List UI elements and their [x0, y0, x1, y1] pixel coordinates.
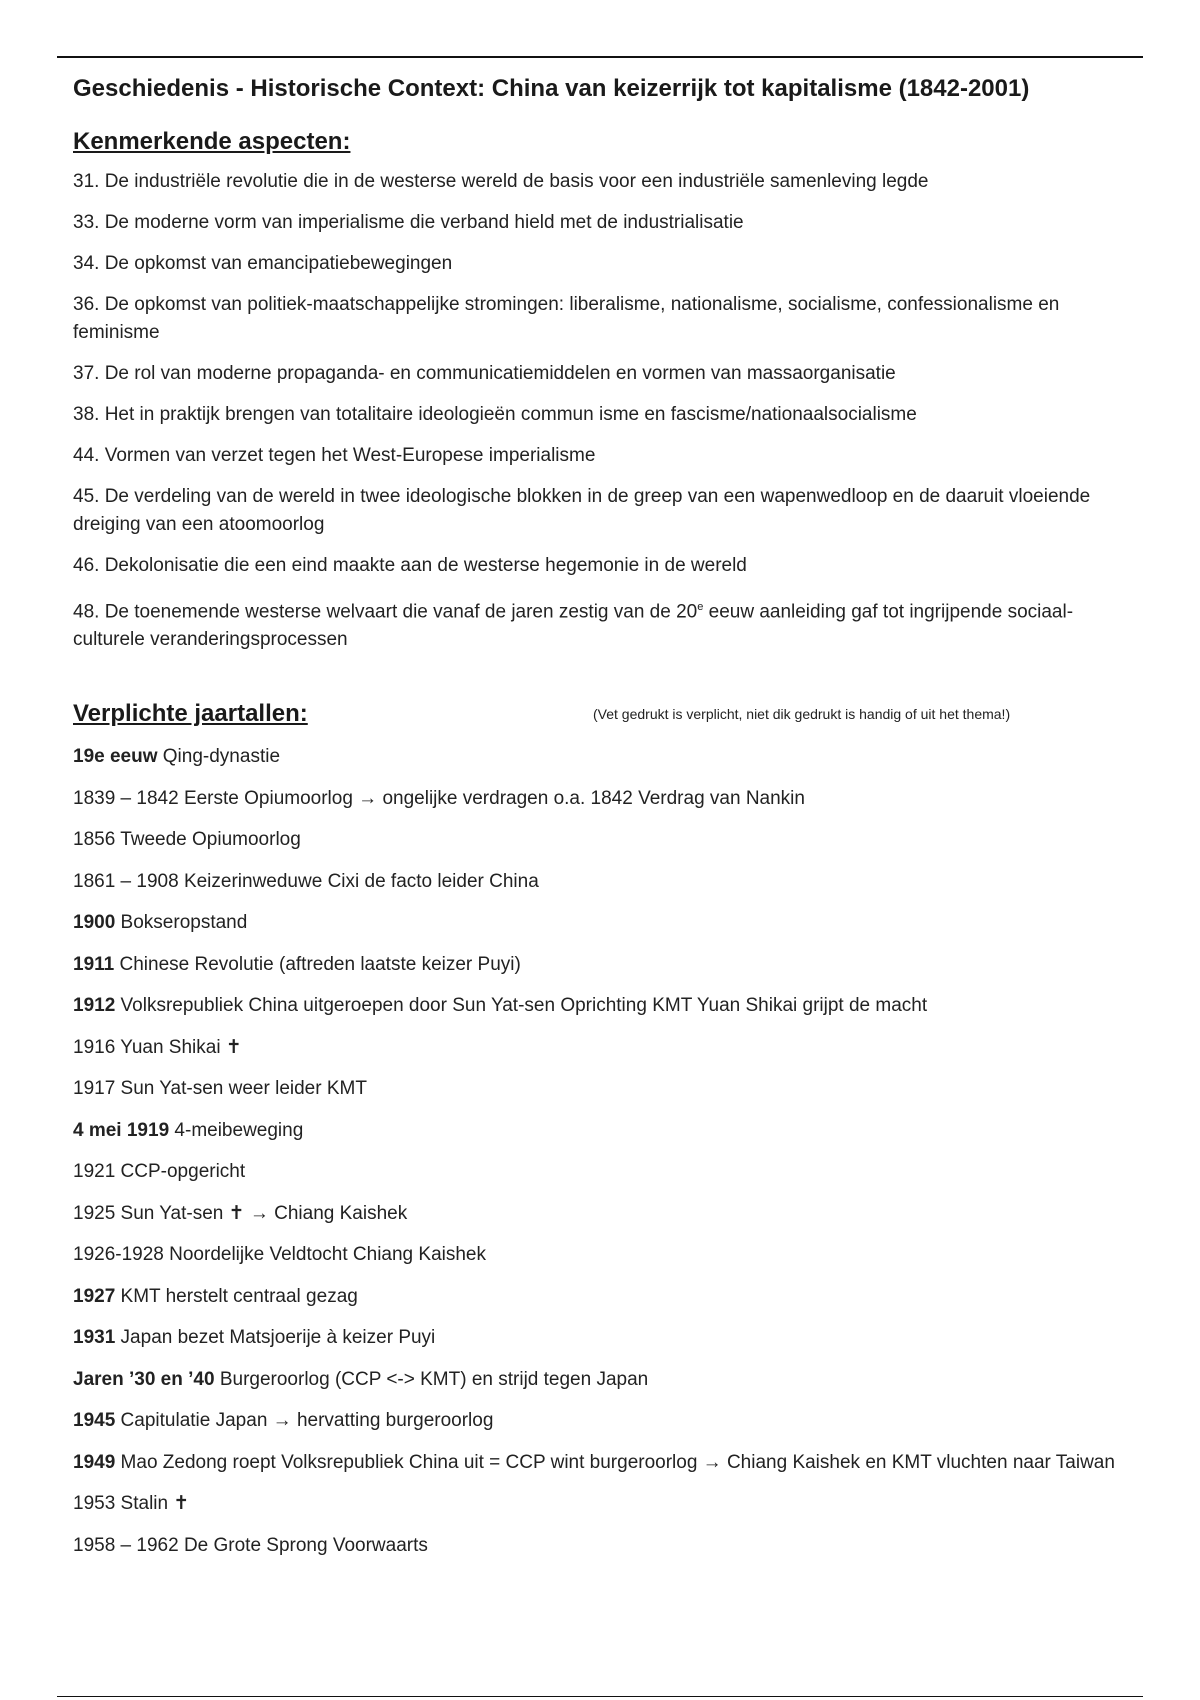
year-item: [73, 785, 1133, 813]
year-item: [73, 1117, 1133, 1145]
year-text: Qing-dynastie: [157, 746, 281, 768]
document-title: Geschiedenis - Historische Context: China van keizerrijk tot kapitalisme (1842-2001): [73, 75, 1030, 102]
year-bold: 1900: [73, 912, 116, 934]
aspect-item-48: [73, 593, 1133, 654]
aspect-item: 46. Dekolonisatie die een eind maakte aan de westerse hegemonie in de wereld: [73, 555, 747, 576]
year-text: 1839 – 1842 Eerste Opiumoorlog → ongelijke verdragen o.a. 1842 Verdrag van Nankin: [73, 787, 805, 809]
year-item: [73, 868, 1133, 896]
year-text: Capitulatie Japan → hervatting burgeroorlog: [115, 1410, 494, 1432]
year-text: 1856 Tweede Opiumoorlog: [73, 829, 301, 851]
aspect-item: 38. Het in praktijk brengen van totalitaire ideologieën commun isme en fascisme/nationaalsocialisme: [73, 404, 917, 425]
years-heading: Verplichte jaartallen:: [73, 700, 308, 728]
year-bold: 1912: [73, 995, 116, 1017]
year-item: [73, 1241, 1133, 1269]
year-bold: 1911: [73, 953, 115, 975]
year-item: [73, 1200, 1133, 1228]
year-text: 1916 Yuan Shikai ✝: [73, 1036, 242, 1058]
year-item: [73, 1075, 1133, 1103]
aspect-48-superscript: e: [697, 601, 704, 613]
year-bold: 4 mei 1919: [73, 1119, 170, 1141]
year-text: Japan bezet Matsjoerije à keizer Puyi: [115, 1327, 436, 1349]
year-bold: 19e eeuw: [73, 746, 158, 768]
year-item: [73, 743, 1133, 771]
years-note: (Vet gedrukt is verplicht, niet dik gedrukt is handig of uit het thema!): [593, 706, 1011, 723]
year-text: Mao Zedong roept Volksrepubliek China uit = CCP wint burgeroorlog → Chiang Kaishek en KMT vluchten naar Taiwan: [115, 1451, 1115, 1473]
year-item: [73, 1532, 1133, 1560]
year-bold: 1927: [73, 1285, 116, 1307]
year-text: 1921 CCP-opgericht: [73, 1161, 246, 1183]
year-text: Bokseropstand: [115, 912, 248, 934]
year-text: Volksrepubliek China uitgeroepen door Sun Yat-sen Oprichting KMT Yuan Shikai grijpt de macht: [115, 995, 928, 1017]
aspects-list: [73, 168, 1133, 654]
aspect-item: 44. Vormen van verzet tegen het West-Europese imperialisme: [73, 445, 596, 466]
aspect-item: 45. De verdeling van de wereld in twee ideologische blokken in de greep van een wapenwedloop en de daaruit vloeiende dreiging van een atoomoorlog: [73, 486, 1091, 535]
year-text: 4-meibeweging: [169, 1119, 304, 1141]
document-body: [73, 72, 1133, 1573]
aspect-48-before: 48. De toenemende westerse welvaart die vanaf de jaren zestig van de 20: [73, 601, 698, 623]
year-bold: 1931: [73, 1327, 116, 1349]
year-bold: 1949: [73, 1451, 116, 1473]
year-item: [73, 1490, 1133, 1518]
year-item: [73, 1366, 1133, 1394]
year-item: [73, 1407, 1133, 1435]
year-item: [73, 1449, 1133, 1477]
year-text: Burgeroorlog (CCP <-> KMT) en strijd tegen Japan: [214, 1368, 649, 1390]
year-text: Chinese Revolutie (aftreden laatste keizer Puyi): [114, 953, 521, 975]
aspects-heading: Kenmerkende aspecten:: [73, 128, 351, 155]
year-item: [73, 1283, 1133, 1311]
top-rule: [57, 56, 1143, 58]
year-item: [73, 909, 1133, 937]
aspect-item: 36. De opkomst van politiek-maatschappelijke stromingen: liberalisme, nationalisme, socialisme, confessionalisme en feminisme: [73, 294, 1060, 343]
year-bold: 1945: [73, 1410, 116, 1432]
aspect-item: 37. De rol van moderne propaganda- en communicatiemiddelen en vormen van massaorganisatie: [73, 363, 896, 384]
year-item: [73, 1158, 1133, 1186]
year-text: 1917 Sun Yat-sen weer leider KMT: [73, 1078, 367, 1100]
year-item: [73, 992, 1133, 1020]
aspect-item: 33. De moderne vorm van imperialisme die verband hield met de industrialisatie: [73, 212, 744, 233]
aspect-item: 34. De opkomst van emancipatiebewegingen: [73, 253, 453, 274]
year-text: 1958 – 1962 De Grote Sprong Voorwaarts: [73, 1534, 428, 1556]
year-item: [73, 826, 1133, 854]
year-bold: Jaren ’30 en ’40: [73, 1368, 215, 1390]
year-item: [73, 1324, 1133, 1352]
aspect-48-after: eeuw aanleiding gaf tot ingrijpende sociaal-culturele veranderingsprocessen: [73, 601, 1074, 651]
year-item: [73, 951, 1133, 979]
bottom-rule: [57, 1696, 1143, 1697]
year-text: 1926-1928 Noordelijke Veldtocht Chiang Kaishek: [73, 1244, 486, 1266]
years-header: [73, 698, 1133, 730]
years-list: [73, 743, 1133, 1560]
aspect-item: 31. De industriële revolutie die in de westerse wereld de basis voor een industriële samenleving legde: [73, 171, 929, 192]
year-item: [73, 1034, 1133, 1062]
year-text: 1925 Sun Yat-sen ✝ → Chiang Kaishek: [73, 1202, 408, 1224]
year-text: 1953 Stalin ✝: [73, 1493, 190, 1515]
year-text: 1861 – 1908 Keizerinweduwe Cixi de facto leider China: [73, 870, 539, 892]
year-text: KMT herstelt centraal gezag: [115, 1285, 358, 1307]
